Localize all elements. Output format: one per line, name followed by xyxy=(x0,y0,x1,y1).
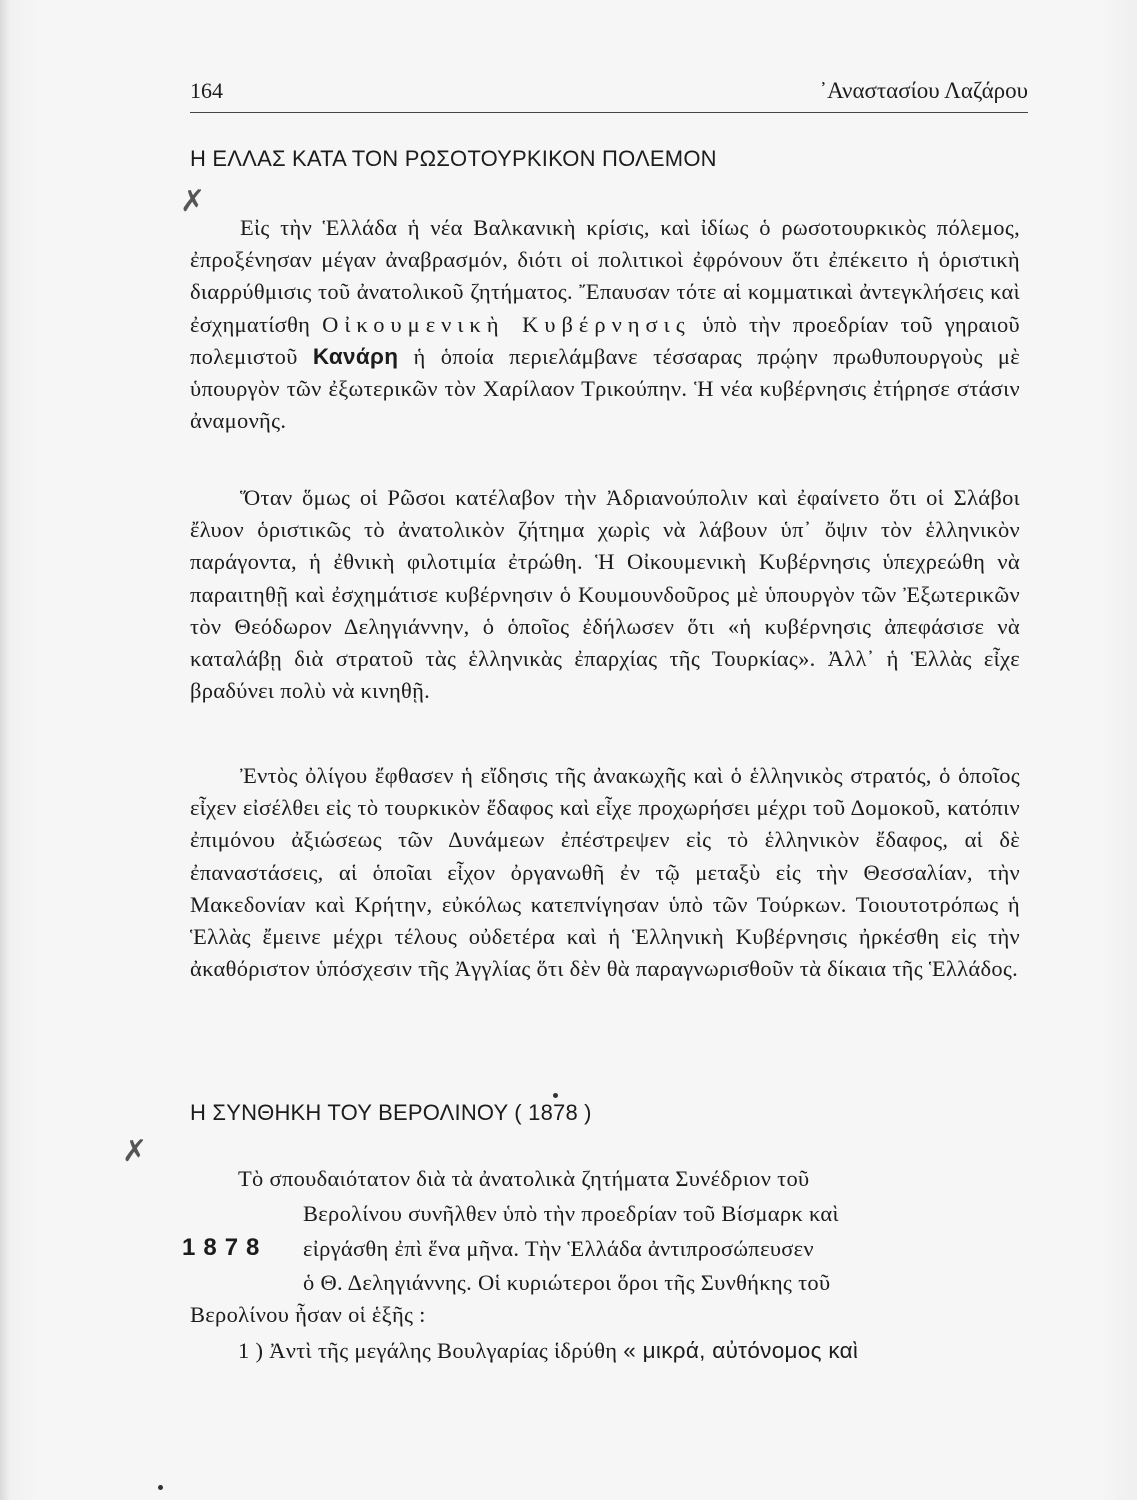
list-item-1 xyxy=(238,1338,858,1364)
paragraph-1-spaced-term: Οἰκουμενικὴ Κυβέρνησις xyxy=(322,311,691,337)
paragraph-3: Ἐντὸς ὀλίγου ἔφθασεν ἡ εἴδησις τῆς ἀνακωχῆς καὶ ὁ ἑλληνικὸς στρατός, ὁ ὁποῖος εἶχεν εἰσέλθει εἰς τὸ τουρκικὸν ἔδαφος καὶ εἶχε προχωρήσει μέχρι τοῦ Δομοκοῦ, κατόπιν ἐπιμόνου ἀξιώσεως τῶν Δυνάμεων ἐπέστρεψεν εἰς τὸ ἑλληνικὸν ἔδαφος, αἱ δὲ ἐπαναστάσεις, αἱ ὁποῖαι εἶχον ὀργανωθῆ ἐν τῷ μεταξὺ εἰς τὴν Θεσσαλίαν, τὴν Μακεδονίαν καὶ Κρήτην, εὐκόλως κατεπνίγησαν ὑπὸ τῶν Τούρκων. Τοιουτοτρόπως ἡ Ἑλλὰς ἔμεινε μέχρι τέλους οὐδετέρα καὶ ἡ Ἑλληνικὴ Κυβέρνησις ἠρκέσθη εἰς τὴν ἀκαθόριστον ὑπόσχεσιν τῆς Ἀγγλίας ὅτι δὲν θὰ παραγνωρισθοῦν τὰ δίκαια τῆς Ἑλλάδος. xyxy=(190,763,1020,982)
paragraph-1-text-a: Εἰς τὴν Ἑλλάδα ἡ νέα Βαλκανικὴ κρίσις, καὶ ἰδίως ὁ ρωσοτουρκικὸς πόλεμος, ἐπροξένησαν μέγαν ἀναβρασμόν, διότι οἱ πολιτικοὶ ἐφρόνουν ὅτι ἐπέκειτο ἡ ὁριστικὴ διαρρύθμισις τοῦ ἀνατολικοῦ ζητήματος. Ἔπαυσαν τότε αἱ κομματικαὶ ἀντεγκλήσεις καὶ ἐσχηματίσθη xyxy=(190,215,1020,337)
berlin-line-1: Τὸ σπουδαιότατον διὰ τὰ ἀνατολικὰ ζητήματα Συνέδριον τοῦ xyxy=(238,1166,810,1191)
side-year-label: 1878 xyxy=(182,1234,268,1261)
list-item-1-text: 1 ) Ἀντὶ τῆς μεγάλης Βουλγαρίας ἱδρύθη xyxy=(238,1338,618,1363)
ink-dot xyxy=(553,1093,558,1098)
berlin-line-5: Βερολίνου ἦσαν οἱ ἑξῆς : xyxy=(190,1302,426,1327)
ink-dot-bottom xyxy=(158,1485,163,1490)
margin-cross-mark-2: ✗ xyxy=(122,1134,148,1169)
berlin-line-2: Βερολίνου συνῆλθεν ὑπὸ τὴν προεδρίαν τοῦ Βίσμαρκ καὶ xyxy=(303,1201,839,1226)
paragraph-1-text-c: ὑπὸ τὴν προεδρίαν τοῦ γηραιοῦ πολεμιστοῦ xyxy=(190,311,1020,369)
running-header xyxy=(190,78,1028,108)
berlin-line-3: εἰργάσθη ἐπὶ ἕνα μῆνα. Τὴν Ἑλλάδα ἀντιπροσώπευσεν xyxy=(303,1236,814,1261)
paragraph-2: Ὅταν ὅμως οἱ Ρῶσοι κατέλαβον τὴν Ἀδριανούπολιν καὶ ἐφαίνετο ὅτι οἱ Σλάβοι ἔλυον ὁριστικῶς τὸ ἀνατολικὸν ζήτημα χωρὶς νὰ λάβουν ὑπ᾿ ὄψιν τὸν ἑλληνικὸν παράγοντα, ἡ ἐθνικὴ φιλοτιμία ἐτρώθη. Ἡ Οἰκουμενικὴ Κυβέρνησις ὑπεχρεώθη νὰ παραιτηθῇ καὶ ἐσχημάτισε κυβέρνησιν ὁ Κουμουνδοῦρος μὲ ὑπουργὸν τῶν Ἐξωτερικῶν τὸν Θεόδωρον Δεληγιάννην, ὁ ὁποῖος ἐδήλωσεν ὅτι «ἡ κυβέρνησις ἀπεφάσισε νὰ καταλάβῃ διὰ στρατοῦ τὰς ἑλληνικὰς ἐπαρχίας τῆς Τουρκίας». Ἀλλ᾿ ἡ Ἑλλὰς εἶχε βραδύνει πολὺ νὰ κινηθῇ. xyxy=(190,485,1020,704)
page-number: 164 xyxy=(190,78,223,103)
section-heading-war: Η ΕΛΛΑΣ ΚΑΤΑ ΤΟΝ ΡΩΣΟΤΟΥΡΚΙΚΟΝ ΠΟΛΕΜΟΝ xyxy=(190,146,717,171)
header-rule xyxy=(190,112,1028,113)
list-item-1-quote: « μικρά, αὐτόνομος καὶ xyxy=(623,1338,859,1363)
section-heading-berlin: Η ΣΥΝΘΗΚΗ ΤΟΥ ΒΕΡΟΛΙΝΟΥ ( 1878 ) xyxy=(190,1100,592,1125)
margin-cross-mark: ✗ xyxy=(180,184,206,219)
paragraph-1-bold-name: Κανάρη xyxy=(312,343,399,369)
paragraph-1 xyxy=(190,212,1020,437)
running-title: ᾿Αναστασίου Λαζάρου xyxy=(819,78,1028,103)
berlin-line-4: ὁ Θ. Δεληγιάννης. Οἱ κυριώτεροι ὅροι τῆς Συνθήκης τοῦ xyxy=(303,1270,831,1295)
paragraph-1-text-d: ἡ ὁποία περιελάμβανε τέσσαρας πρῴην πρωθυπουργοὺς μὲ ὑπουργὸν τῶν ἐξωτερικῶν τὸν Χαρίλαον Τρικούπην. Ἡ νέα κυβέρνησις ἐτήρησε στάσιν ἀναμονῆς. xyxy=(190,343,1020,434)
